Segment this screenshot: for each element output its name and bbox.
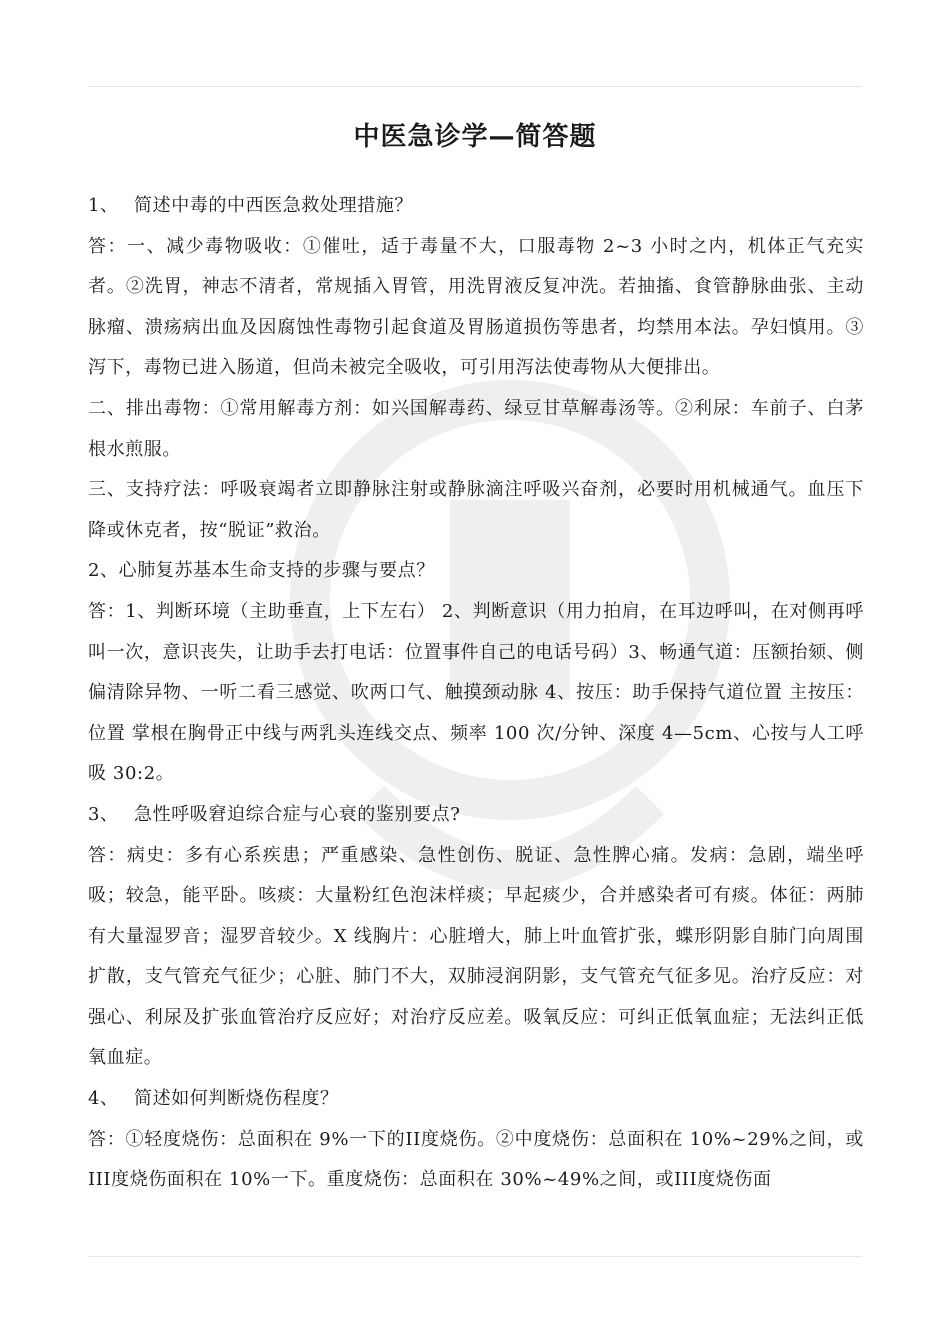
question-text: 简述如何判断烧伤程度？: [134, 1088, 339, 1110]
answer-paragraph: 答：①轻度烧伤：总面积在 9%一下的II度烧伤。②中度烧伤：总面积在 10%~29%之间，或III度烧伤面积在 10%一下。重度烧伤：总面积在 30%~49%之间，或III度烧伤面: [88, 1128, 864, 1191]
question-number: 3、: [88, 803, 119, 825]
question-2: 2、心肺复苏基本生命支持的步骤与要点？: [88, 560, 435, 582]
top-divider: [88, 86, 862, 87]
question-3: [88, 795, 864, 836]
answer-paragraph: 答：病史：多有心系疾患；严重感染、急性创伤、脱证、急性脾心痛。发病：急剧，端坐呼吸；较急，能平卧。咳痰：大量粉红色泡沫样痰；早起痰少，合并感染者可有痰。体征：两肺有大量湿罗音；湿罗音较少。X 线胸片：心脏增大，肺上叶血管扩张，蝶形阴影自肺门向周围扩散，支气管充气征少；心脏、肺门不大，双肺浸润阴影，支气管充气征多见。治疗反应：对强心、利尿及扩张血管治疗反应好；对治疗反应差。吸氧反应：可纠正低氧血症；无法纠正低氧血症。: [88, 844, 864, 1069]
answer-paragraph: 答：1、判断环境（主助垂直，上下左右） 2、判断意识（用力拍肩，在耳边呼叫，在对侧再呼叫一次，意识丧失，让助手去打电话：位置事件自己的电话号码）3、畅通气道：压额抬颏、侧偏清除异物、一听二看三感觉、吹两口气、触摸颈动脉 4、按压：助手保持气道位置 主按压：位置 掌根在胸骨正中线与两乳头连线交点、频率 100 次/分钟、深度 4—5cm、心按与人工呼吸 30:2。: [88, 600, 864, 785]
bottom-divider: [88, 1256, 862, 1257]
answer-paragraph: 二、排出毒物：①常用解毒方剂：如兴国解毒药、绿豆甘草解毒汤等。②利尿：车前子、白茅根水煎服。: [88, 397, 864, 460]
answer-paragraph: 答：一、减少毒物吸收：①催吐，适于毒量不大，口服毒物 2~3 小时之内，机体正气充实者。②洗胃，神志不清者，常规插入胃管，用洗胃液反复冲洗。若抽搐、食管静脉曲张、主动脉瘤、溃疡病出血及因腐蚀性毒物引起食道及胃肠道损伤等患者，均禁用本法。孕妇慎用。③泻下，毒物已进入肠道，但尚未被完全吸收，可引用泻法使毒物从大便排出。: [88, 235, 864, 379]
question-number: 4、: [88, 1088, 119, 1110]
question-text: 简述中毒的中西医急救处理措施？: [134, 195, 413, 216]
question-number: 1、: [88, 195, 119, 216]
page-title: 中医急诊学—简答题: [353, 122, 597, 152]
question-1: [88, 186, 864, 227]
document-body: [88, 186, 864, 1201]
question-text: 急性呼吸窘迫综合症与心衰的鉴别要点?: [134, 803, 461, 825]
answer-paragraph: 三、支持疗法：呼吸衰竭者立即静脉注射或静脉滴注呼吸兴奋剂，必要时用机械通气。血压下降或休克者，按“脱证”救治。: [88, 479, 864, 541]
question-4: [88, 1079, 864, 1120]
